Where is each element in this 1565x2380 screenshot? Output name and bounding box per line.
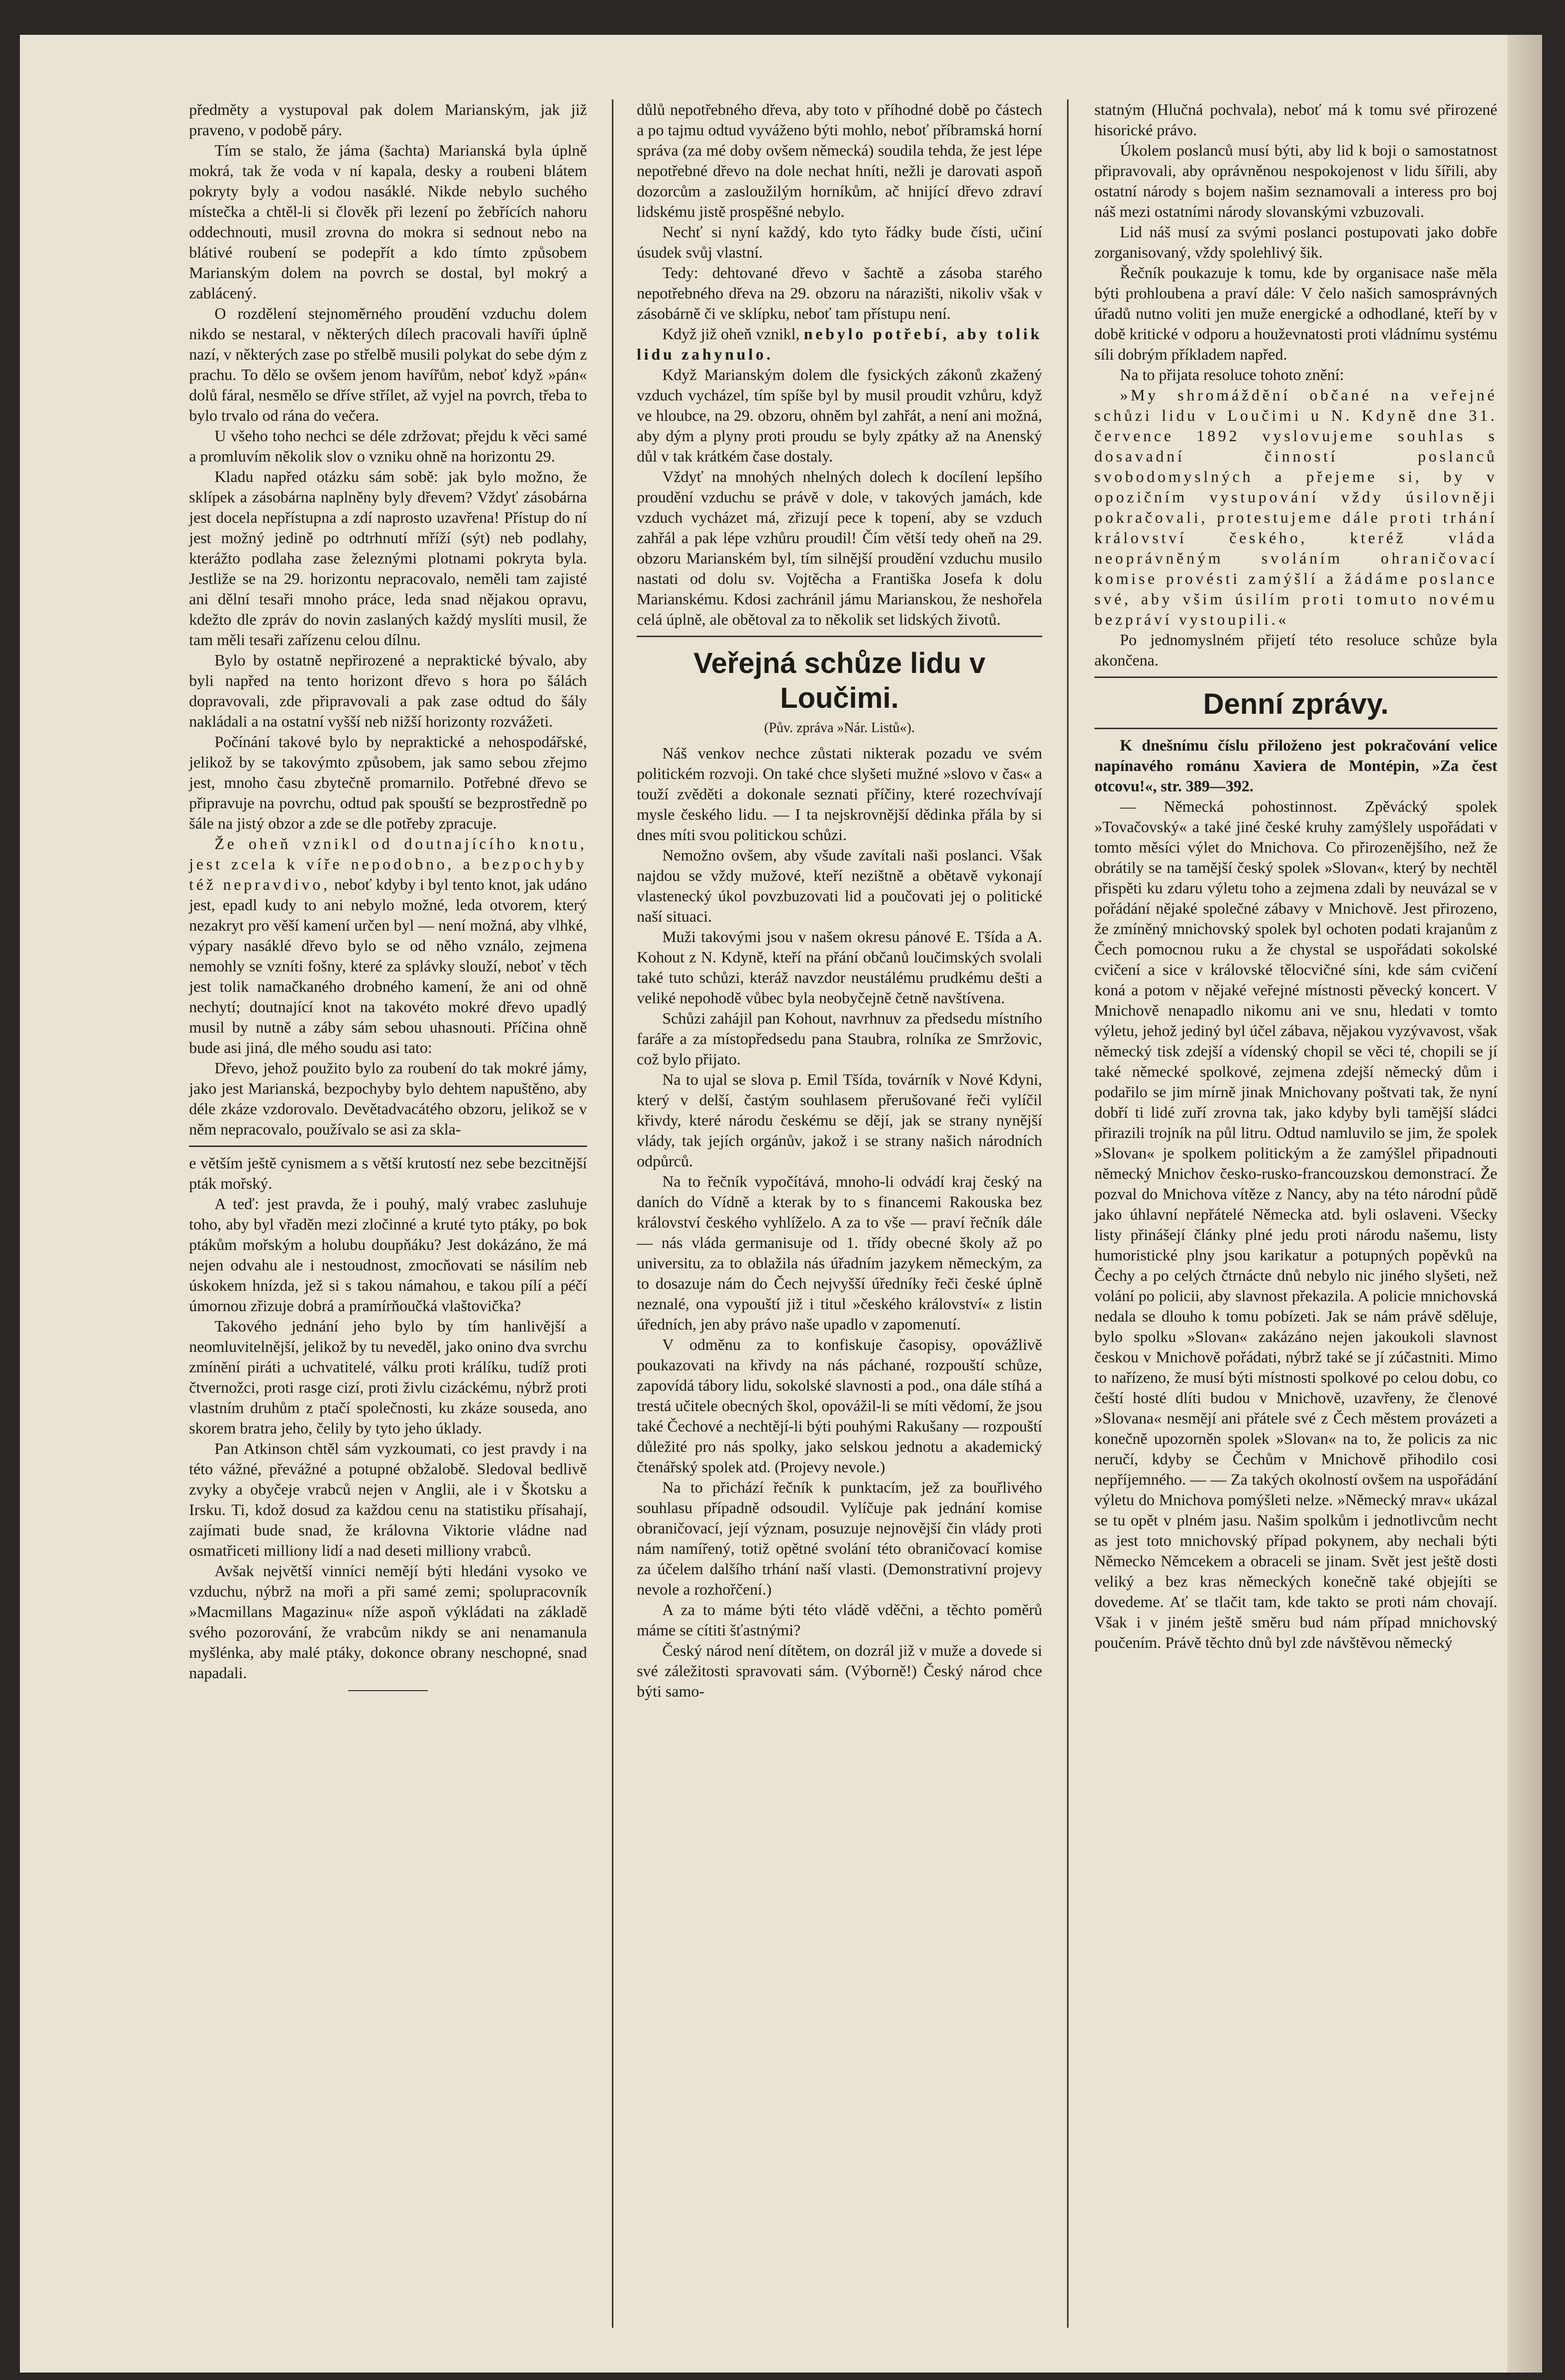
section-divider (1094, 728, 1497, 729)
column-2 (637, 99, 1042, 1702)
column-3 (1094, 99, 1497, 1653)
paragraph: Pan Atkinson chtěl sám vyzkoumati, co jest pravdy i na této vážné, převážné a potupné obžalobě. Sledoval bedlivě zvyky a obyčeje vrabců nejen v Anglii, ale i v Škotsku a Irsku. Ti, kdož dosud za každou cenu na statistiku přísahají, zajímati bude snad, že královna Viktorie vládne nad osmatřiceti milliony lidí a nad deseti milliony vrabců. (189, 1439, 587, 1559)
column-divider (612, 99, 613, 2328)
column-divider (1067, 99, 1069, 2328)
paragraph: Úkolem poslanců musí býti, aby lid k boji o samostatnost připravovali, aby oprávněnou nespokojenost v lidu šířili, aby ostatní národy s bojem našim seznamovali a interess pro boj náš mezi ostatními národy slovanskými vzbuzovali. (1094, 141, 1497, 220)
spaced-text: Že oheň vznikl od doutnajícího knotu, jest zcela k víře nepodobno, a bezpochyby též nepravdivo, (189, 835, 587, 893)
paragraph: Nemožno ovšem, aby všude zavítali naši poslanci. Však najdou se vždy mužové, kteří nezištně a obětavě vykonají vlastenecký úkol povzbuzovati lid a poučovati jej o politické naší situaci. (637, 846, 1042, 925)
paragraph: Na to ujal se slova p. Emil Tšída, továrník v Nové Kdyni, který v delší, častým souhlasem přerušované řeči vylíčil křivdy, které národu českému se dějí, jak se strany nynější vlády, tak jejích orgánův, jakož i se strany našich národních odpůrců. (637, 1070, 1042, 1170)
paragraph: Na to přijata resoluce tohoto znění: (1120, 366, 1344, 383)
paragraph: Bylo by ostatně nepřirozené a nepraktické bývalo, aby byli napřed na tento horizont dřevo s hora po šálách dopravovali, zde připravovali a pak zase odtud do šály nakládali a na ostatní vyšší neb nižší horizonty rozvážeti. (189, 651, 587, 730)
article-heading: Veřejná schůze lidu v Loučimi. (693, 647, 985, 714)
spaced-text: nebylo potřebí, aby tolik lidu zahynulo. (637, 325, 1043, 363)
article-byline: (Pův. zpráva »Nár. Listů«). (764, 720, 915, 736)
paragraph: předměty a vystupoval pak dolem Marianským, jak již praveno, v podobě páry. (189, 100, 587, 139)
section-divider (1094, 676, 1497, 678)
section-divider (189, 1145, 587, 1147)
paragraph: Muži takovými jsou v našem okresu pánové E. Tšída a A. Kohout z N. Kdyně, kteří na přání občanů loučimských svolali také tuto schůzi, kteráž navzdor neustálému prudkému dešti a veliké nepohodě vůbec byla neobyčejně četně navštívena. (637, 928, 1042, 1007)
paragraph-emphasis (637, 324, 1042, 365)
paragraph: Avšak největší vinníci nemějí býti hledáni vysoko ve vzduchu, nýbrž na moři a při samé zemi; spolupracovník »Macmillans Magazinu« níže aspoň výkládati na základě svého pozorování, že vrabcům nikdy se ani nenamanula myšlénka, aby malé ptáky, dokonce obrany neschopné, snad napadali. (189, 1562, 587, 1682)
paragraph-notice: K dnešnímu číslu přiloženo jest pokračování velice napínavého románu Xaviera de Montépin, »Za čest otcovu!«, str. 389—392. (1094, 736, 1497, 795)
paragraph: U všeho toho nechci se déle zdržovat; přejdu k věci samé a promluvím několik slov o vzniku ohně na horizontu 29. (189, 427, 587, 465)
paragraph: A za to máme býti této vládě vděčni, a těchto poměrů máme se cítiti šťastnými? (637, 1601, 1042, 1639)
paragraph: důlů nepotřebného dřeva, aby toto v příhodné době po částech a po tajmu odtud vyváženo býti mohlo, neboť příbramská horní správa (za mé doby ovšem německá) soudila tehda, že jest lépe nepotřebné dřevo na dole nechat hníti, nežli je darovati aspoň dozorcům a zasloužilým horníkům, ač hnijící dřevo zdraví lidskému jistě prospěšné nebylo. (637, 100, 1042, 220)
paragraph: Český národ není dítětem, on dozrál již v muže a dovede si své záležitosti spravovati sám. (Výborně!) Český národ chce býti samo- (637, 1641, 1042, 1700)
paragraph: Kladu napřed otázku sám sobě: jak bylo možno, že sklípek a zásobárna naplněny byly dřevem? Vždyť zásobárna jest docela nepřístupna a zdí naprosto uzavřena! Přístup do ní jest možný jedině po odtrhnutí mříží (sýt) neb podlahy, kterážto podlaha zase železnými plotnami pokryta byla. Jestliže se na 29. horizontu nepracovalo, neměli tam zajisté ani dělní tesaři mnoho práce, leda snad nějakou opravu, kdežto dle zpráv do novin zaslaných každý myslíti musil, že tam měli tesaři zařízenu celou dílnu. (189, 468, 587, 649)
end-rule (348, 1690, 428, 1691)
paragraph: Na to přichází řečník k punktacím, jež za bouřlivého souhlasu případně odsoudil. Vylíčuje pak jednání komise obraničovací, její význam, posuzuje nejnovější čin vlády proti nám namířený, totiž opětné svolání této obraničovací komise za účelem dalšího trhání naší vlasti. (Demonstrativní projevy nevole a rozhořčení.) (637, 1478, 1042, 1598)
paragraph: Schůzi zahájil pan Kohout, navrhnuv za předsedu místního faráře a za místopředsedu pana Staubra, rolníka ze Smržovic, což bylo přijato. (637, 1009, 1042, 1068)
section-heading: Denní zprávy. (1203, 688, 1389, 720)
paragraph: A teď: jest pravda, že i pouhý, malý vrabec zasluhuje toho, aby byl vřaděn mezi zločinné a kruté tyto ptáky, po bok ptákům mořským a holubu doupňáku? Jest dokázáno, že má nejen odvahu ale i nestoudnost, zmocňovati se násilím neb úskokem hnízda, jež si s takou námahou, e takou pílí a péčí úmornou zřizuje dobrá a pramírňoučká vlaštovička? (189, 1195, 587, 1315)
text: Když již oheň vznikl, (662, 325, 804, 343)
paragraph: Počínání takové bylo by nepraktické a nehospodářské, jelikož by se takovýmto způsobem, jak samo sebou zřejmo jest, mnoho času zbytečně promarnilo. Potřebné dřevo se připravuje na povrchu, odtud pak spouští se bezprostředně po šále na jistý obzor a zde se dle potřeby zpracuje. (189, 733, 587, 832)
newspaper-page (20, 35, 1542, 2373)
paragraph: V odměnu za to konfiskuje časopisy, opovážlivě poukazovati na křivdy na nás páchané, rozpouští schůze, zapovídá tábory lidu, sokolské slavnosti a pod., ona dále stíhá a trestá učitele obecných škol, opovážil-li se míti vědomí, že jsou také Čechové a nechtějí-li býti pouhými Rakušany — rozpouští důležité pro nás spolky, jako selskou jednotu a akademický čtenářský spolek atd. (Projevy nevole.) (637, 1335, 1042, 1476)
resolution-text: »My shromáždění občané na veřejné schůzi lidu v Loučimi u N. Kdyně dne 31. července 1892 vyslovujeme souhlas s dosavadní činností poslanců svobodomyslných a přejeme si, by v opozičním vystupování vždy úsilovněji pokračovali, protestujeme dále proti trhání království českého, kteréž vláda neoprávněným svoláním ohraničovací komise provésti zamýšlí a žádáme poslance své, aby všim úsilím proti tomuto novému bezpráví vystoupili.« (1094, 386, 1497, 628)
column-1 (189, 99, 587, 1698)
paragraph: Dřevo, jehož použito bylo za roubení do tak mokré jámy, jako jest Marianská, bezpochyby bylo dehtem napuštěno, aby déle zkáze vzdorovalo. Devětadvacátého obzoru, jelikož se v něm nepracovalo, používalo se asi za skla- (189, 1059, 587, 1138)
paragraph-emphasis (189, 834, 587, 1058)
paragraph: Tedy: dehtované dřevo v šachtě a zásoba starého nepotřebného dřeva na 29. obzoru na nárazišti, nikoliv však v zásobárně či ve sklípku, neboť tam přístupu není. (637, 264, 1042, 322)
paragraph: Nechť si nyní každý, kdo tyto řádky bude čísti, učiní úsudek svůj vlastní. (637, 223, 1042, 261)
paragraph: statným (Hlučná pochvala), neboť má k tomu své přirozené hisorické právo. (1094, 100, 1497, 139)
paragraph: Náš venkov nechce zůstati nikterak pozadu ve svém politickém rozvoji. On také chce slyšeti mužné »slovo v čas« a touží zvěděti a dokonale seznati příčiny, které rozechvívají mysle českého lidu. — I ta nejskrovnější dědinka přála by si dnes míti svou politickou schůzi. (637, 744, 1042, 844)
section-divider (637, 636, 1042, 637)
paragraph: Po jednomyslném přijetí této resoluce schůze byla akončena. (1094, 631, 1497, 669)
paragraph: Na to řečník vypočítává, mnoho-li odvádí kraj český na daních do Vídně a kterak by to s financemi Rakouska bez království českého vyhlíželo. A za to vše — praví řečník dále — nás vláda germanisuje od 1. třídy obecné školy až po universitu, za to oblažila nás úřadním jazykem německým, za to dosazuje nám do Čech nejvyšší úředníky řeči české úplně neznalé, ona vypouští již i titul »českého království« z listin úředních, jen aby právo naše upadlo v zapomenutí. (637, 1172, 1042, 1333)
page-edge (1507, 35, 1542, 2373)
paragraph: Lid náš musí za svými poslanci postupovati jako dobře zorganisovaný, vždy spolehlivý šik. (1094, 223, 1497, 261)
paragraph: Takového jednání jeho bylo by tím hanlivější a neomluvitelnější, jelikož by tu neveděl, jako onino dva svrchu zmínění piráti a uchvatitelé, válku proti králíku, tudíž proti čtvernožci, proti rasge cizí, proti živlu cizáckému, nýbrž proti vlastním druhům z ptačí společnosti, ku zkáze souseda, ano skorem bratra jeho, čelily by tyto jeho úklady. (189, 1317, 587, 1437)
paragraph: — Německá pohostinnost. Zpěvácký spolek »Tovačovský« a také jiné české kruhy zamýšlely uspořádati v tomto měsíci výlet do Mnichova. Co přirozenějšího, než že obrátily se na tamější český spolek »Slovan«, který by nechtěl přispěti ku zdaru výletu toho a zejmena zdali by neuvázal se v pořádání nějaké společné zábavy v Mnichově. Jest přirozeno, že zmíněný mnichovský spolek byl ochoten podati krajanům z Čech pomocnou ruku a že chystal se uspořádati sokolské cvičení a sice v královské tělocvičné síni, kde sám cvičení koná a potom v nějaké veřejné místnosti pěvecký koncert. V Mnichově nenapadlo nikomu ani ve snu, hledati v tomto výletu, jehož jediný byl účel zábava, nějakou vyzývavost, však německý tisk zdejší a vídenský chopil se věci té, chopili se jí také německé spolkové, zejmena zdejší německý dům i podařilo se jim mírně jinak Mnichovany poštvati tak, že nyní dobří ti lidé zuří zrovna tak, jako kdyby byli tamější sládci přirazili trojník na půl litru. Odtud namluvilo se jim, že spolek »Slovan« je spolkem politickým a že zamýšlel připadnouti německý Mnichov česko-rusko-francouzskou demonstrací. Že pozval do Mnichova vítěze z Nancy, aby na této národní půdě jako úhlavní nepřátelé Německa atd. byli oslaveni. Všecky listy přinášejí články plné jedu proti národu našemu, listy humoristické plny jsou karikatur a potupných popěvků na Čechy a po celých čtrnácte dnů nebylo nic jiného slyšeti, než volání po policii, aby slavnost překazila. A policie mnichovská nedala se dlouho k tomu pobízeti. Jak se nám právě sděluje, bylo spolku »Slovan« zakázáno nejen jakoukoli slavnost českou v Mnichově pořádati, nýbrž také se jí zúčastniti. Mimo to nařízeno, že musí býti místnosti spolkové po celou dobu, co čeští hosté dlíti budou v Mnichově, uzavřeny, že členové »Slovana« nesmějí ani přátele své z Čech městem provázeti a konečně upozorněn spolek »Slovan« na to, že policis za nic neručí, kdyby se Čechům v Mnichově přihodilo cosi nepříjemného. — — Za takých okolností ovšem na uspořádání výletu do Mnichova pomýšleti nelze. »Německý mrav« ukázal se tu opět v plném jasu. Našim spolkům i jednotlivcům necht as jest toto mnichovský případ pokynem, aby nechali býti Německo Němcekem a obraceli se jinam. Svět jest ještě dosti veliký a bez kras německých konečně také objejíti se dovedeme. Ať se tlačit tam, kde takto se proti nám chovají. Však i v jiném ještě směru bud nám případ mnichovský poučením. Právě těchto dnů byl zde návštěvou německý (1094, 797, 1497, 1651)
text: neboť kdyby i byl tento knot, jak udáno jest, epadl kudy to ani nebylo možné, leda otvorem, který nezakryt pro věší kamení určen byl — není možná, aby vlhké, výpary nasáklé dřevo bylo se od něho vználo, zejmena nemohly se vzníti fošny, které za splávky slouží, neboť v těch jest tolik namačkaného drobného kamení, že ani od ohně nechytí; doutnající knot na takovéto mokré dřevo upadlý musil by nutně a záby sám sebou uhasnouti. Příčina ohně bude asi jiná, dle mého soudu asi tato: (189, 875, 587, 1056)
paragraph: O rozdělení stejnoměrného proudění vzduchu dolem nikdo se nestaral, v některých dílech pracovali havíři úplně nazí, v některých zase po střelbě musili polykat do sebe dým z prachu. To dělo se ovšem jenom havířům, neboť když »pán« dolů fáral, nesmělo se dříve střílet, až vyjel na povrch, třeba to bylo trvalo od rána do večera. (189, 304, 587, 424)
paragraph: Tím se stalo, že jáma (šachta) Marianská byla úplně mokrá, tak že voda v ní kapala, desky a roubeni blátem pokryty byly a vodou nasáklé. Nikde nebylo suchého místečka a chtěl-li si člověk při lezení po žebřících nahoru oddechnouti, musil zrovna do mokra si sednout nebo na blátivé roubení se podepřít a kdo tímto způsobem Marianským dolem na povrch se dostal, byl mokrý a zablácený. (189, 141, 587, 302)
paragraph: e větším ještě cynismem a s větší krutostí nez sebe bezcitnější pták mořský. (189, 1154, 587, 1192)
paragraph: Když Marianským dolem dle fysických zákonů zkažený vzduch vycházel, tím spíše byl by musil proudit vzhůru, když ve hloubce, na 29. obzoru, ohněm byl zahřát, a není ani možná, aby dým a plyny proti proudu se byly zpátky až na Anenský důl v tak krátkém čase dostaly. (637, 366, 1042, 465)
paragraph: Vždyť na mnohých nhelných dolech k docílení lepšího proudění vzduchu se právě v dole, v takových jamách, kde vzduch vycházet má, zřizují pece k topení, aby se vzduch zahřál a pak lépe vzhůru proudil! Čím větší tedy oheň na 29. obzoru Marianském byl, tím silnější proudění vzduchu musilo nastati od dolu sv. Vojtěcha a Františka Josefa k dolu Marianskému. Kdosi zachránil jámu Marianskou, že neshořela celá úplně, ale obětoval za to několik set lidských životů. (637, 468, 1042, 628)
paragraph: Řečník poukazuje k tomu, kde by organisace naše měla býti prohloubena a praví dále: V čelo našich samosprávných úřadů nutno voliti jen muže energické a odhodlané, kteří by v době kritické v odporu a houževnatosti proti vládnímu systému síli dobrým příkladem napřed. (1094, 264, 1497, 363)
